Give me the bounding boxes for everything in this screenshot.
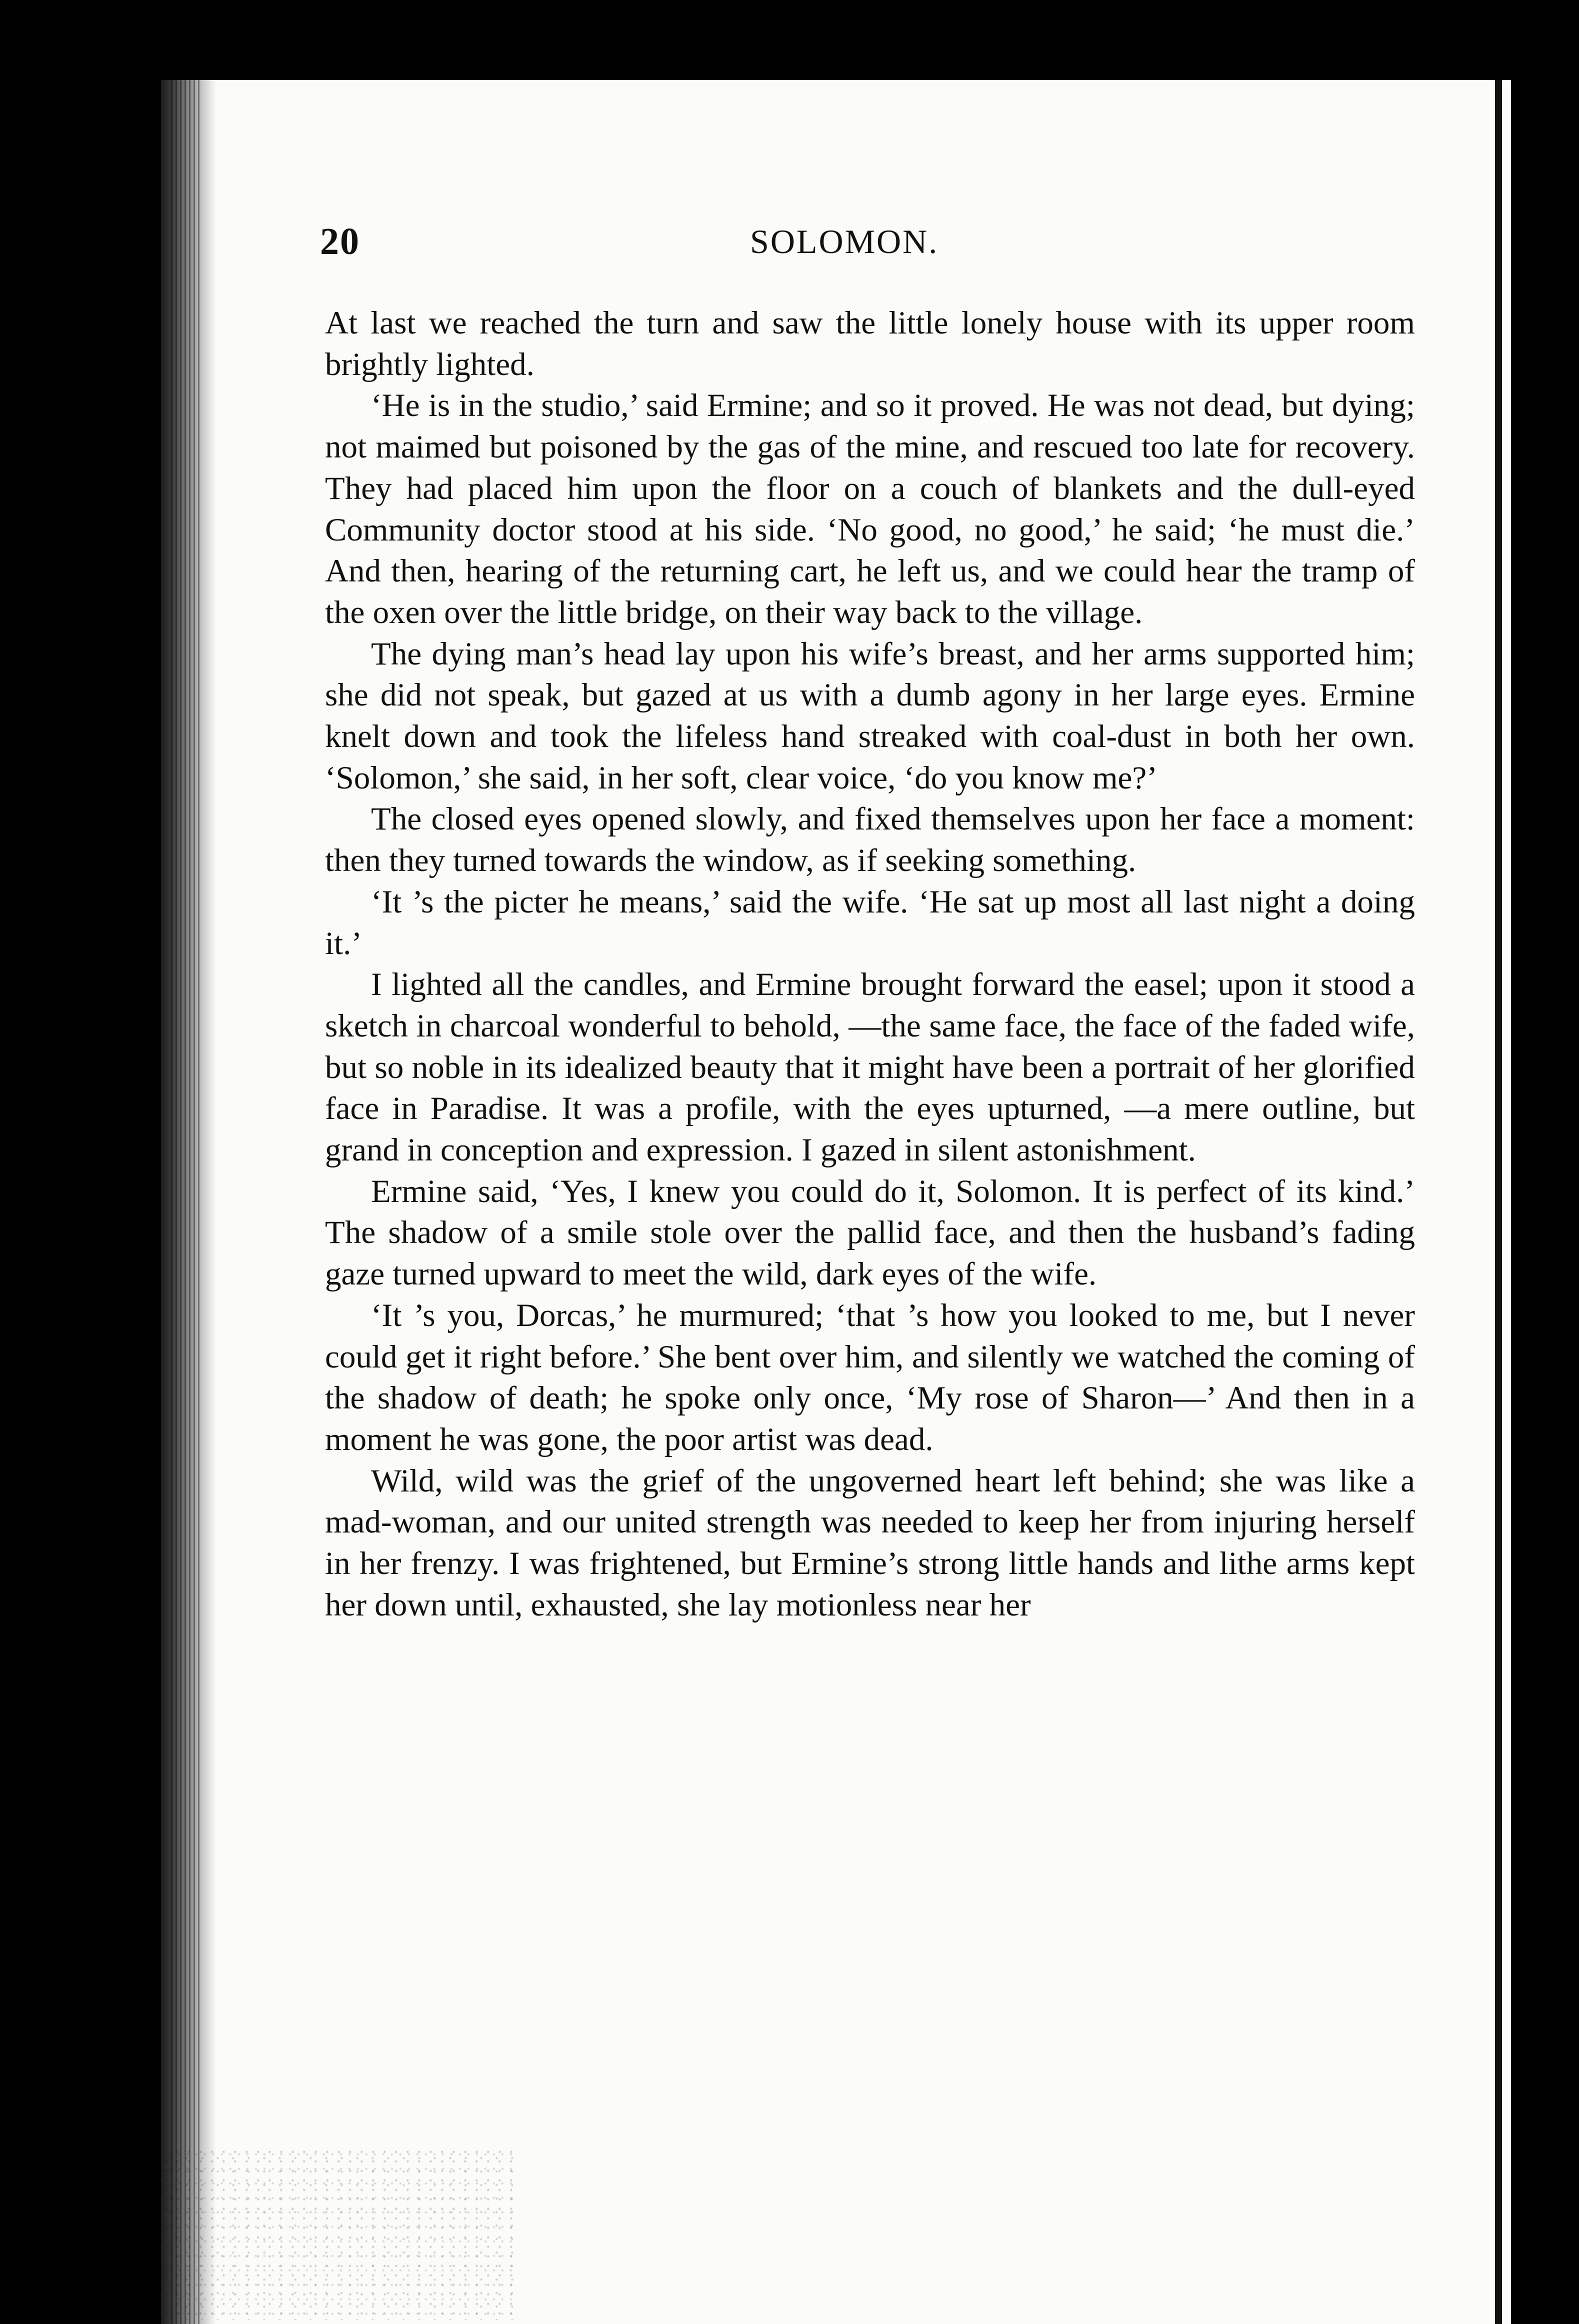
scan-right-border: [1511, 80, 1579, 2324]
paragraph: Wild, wild was the grief of the ungoverned heart left behind; she was like a mad-woman, and our united strength was needed to keep her from injuring herself in her frenzy. I was frightened, but Ermine’s strong little hands and lithe arms kept her down until, exhausted, she lay motionless near her: [325, 1462, 1415, 1623]
page-header: [320, 220, 1425, 280]
scan-noise: [165, 2150, 515, 2320]
page-number: 20: [320, 220, 360, 262]
paragraph: I lighted all the candles, and Ermine brought forward the easel; upon it stood a sketch in charcoal wonderful to behold, —the same face, the face of the faded wife, but so noble in its idealized beauty that it might have been a portrait of her glorified face in Paradise. It was a profile, with the eyes upturned, —a mere outline, but grand in conception and expression. I gazed in silent astonishment.: [325, 966, 1415, 1168]
paragraph: The dying man’s head lay upon his wife’s breast, and her arms supported him; she did not speak, but gazed at us with a dumb agony in her large eyes. Ermine knelt down and took the lifeless hand streaked with coal-dust in both her own. ‘Solomon,’ she said, in her soft, clear voice, ‘do you know me?’: [325, 636, 1415, 796]
paragraph: The closed eyes opened slowly, and fixed themselves upon her face a moment: then they turned towards the window, as if seeking something.: [325, 801, 1415, 879]
paragraph: ‘It ’s you, Dorcas,’ he murmured; ‘that ’s how you looked to me, but I never could get it right before.’ She bent over him, and silently we watched the coming of the shadow of death; he spoke only once, ‘My rose of Sharon—’ And then in a moment he was gone, the poor artist was dead.: [325, 1297, 1415, 1458]
body-text: [325, 302, 1415, 1626]
paragraph: Ermine said, ‘Yes, I knew you could do it, Solomon. It is perfect of its kind.’ The shadow of a smile stole over the pallid face, and then the husband’s fading gaze turned upward to meet the wild, dark eyes of the wife.: [325, 1173, 1415, 1292]
running-head: SOLOMON.: [750, 222, 939, 260]
paragraph: ‘He is in the studio,’ said Ermine; and so it proved. He was not dead, but dying; not maimed but poisoned by the gas of the mine, and rescued too late for recovery. They had placed him upon the floor on a couch of blankets and the dull-eyed Community doctor stood at his side. ‘No good, no good,’ he said; ‘he must die.’ And then, hearing of the returning cart, he left us, and we could hear the tramp of the oxen over the little bridge, on their way back to the village.: [325, 388, 1415, 630]
paragraph: ‘It ’s the picter he means,’ said the wife. ‘He sat up most all last night a doing it.’: [325, 884, 1415, 962]
page-edge-line: [1495, 80, 1502, 2324]
paragraph: At last we reached the turn and saw the little lonely house with its upper room brightly lighted.: [325, 305, 1415, 382]
binding-gutter-streaks: [171, 80, 201, 2324]
